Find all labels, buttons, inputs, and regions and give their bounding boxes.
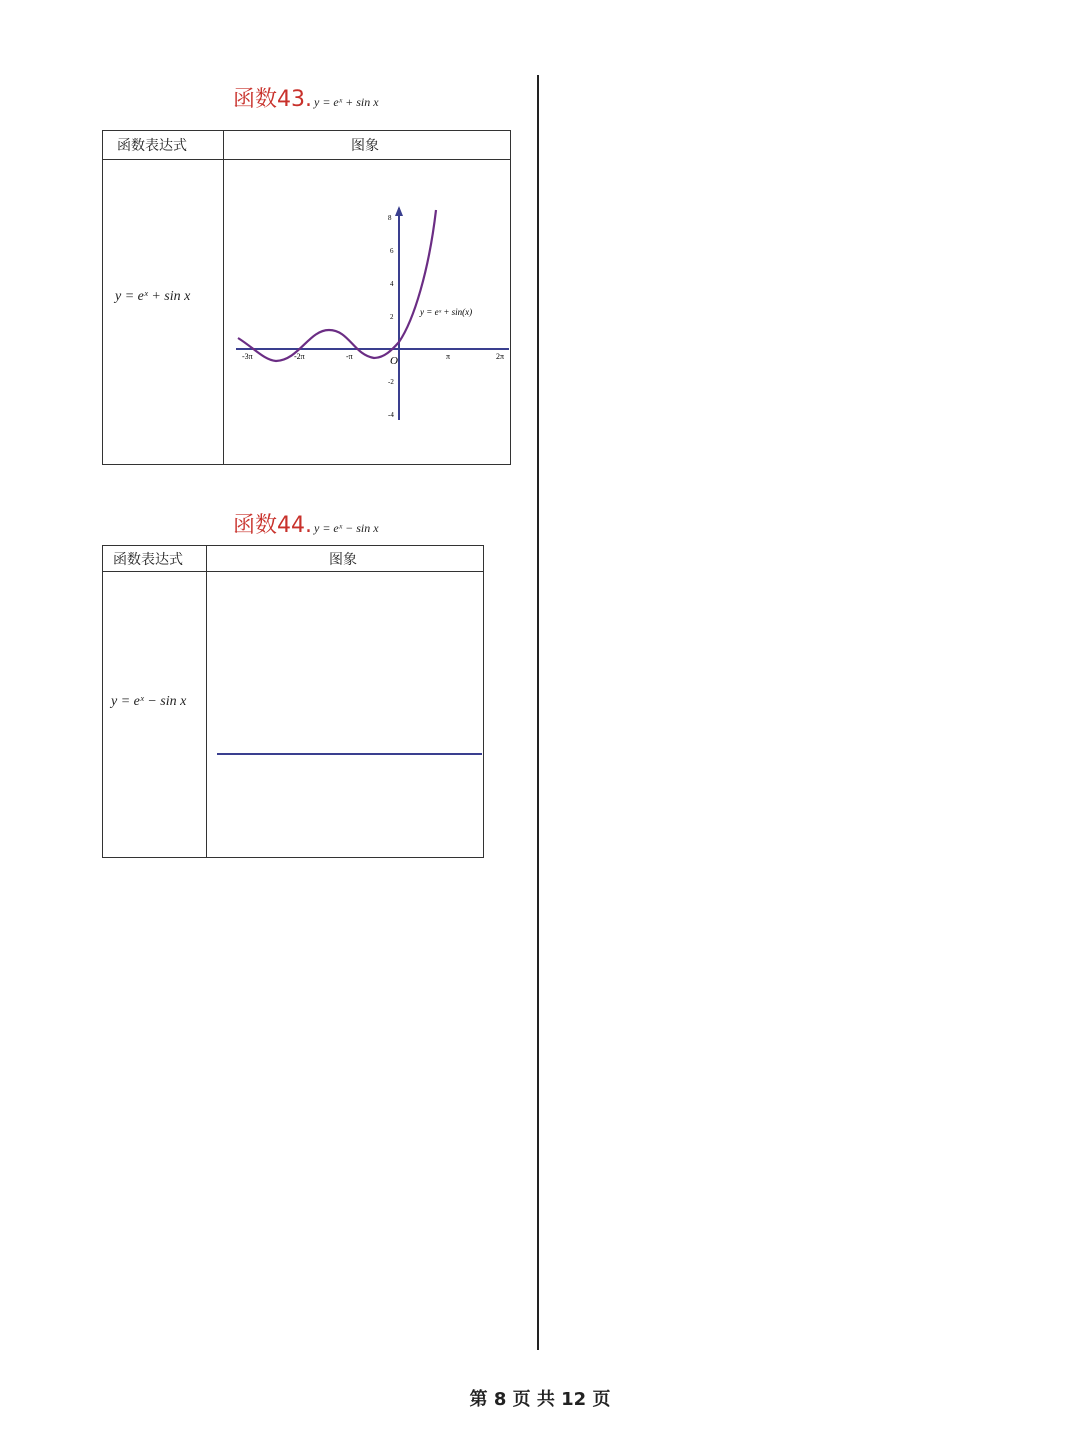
origin-label: O (390, 355, 398, 367)
header-expression: 函数表达式 (113, 551, 183, 568)
column-divider (537, 75, 539, 1350)
heading-label: 函数44. (233, 513, 312, 538)
y-tick-label: 8 (388, 214, 392, 222)
x-tick-label: π (446, 352, 451, 361)
header-expression: 函数表达式 (117, 138, 187, 154)
header-graph: 图象 (351, 138, 379, 154)
table-44 (102, 545, 484, 858)
graph-43 (224, 160, 512, 465)
x-tick-label: -π (346, 352, 353, 361)
heading-44 (233, 508, 379, 539)
header-graph: 图象 (329, 551, 357, 568)
table-header (103, 546, 483, 572)
y-tick-label: -4 (388, 411, 394, 419)
y-tick-label: -2 (388, 378, 394, 386)
table-header (103, 131, 510, 160)
y-tick-label: 2 (390, 313, 394, 321)
y-axis-arrow (395, 206, 403, 216)
heading-formula: y = eˣ + sin x (314, 95, 379, 109)
expression-cell: y = eˣ + sin x (115, 289, 191, 304)
x-tick-label: -2π (294, 352, 305, 361)
heading-label: 函数43. (233, 87, 312, 112)
heading-43 (233, 82, 379, 113)
x-tick-label: -3π (242, 352, 253, 361)
table-43 (102, 130, 511, 465)
y-tick-label: 4 (390, 280, 394, 288)
page-footer: 第 8 页 共 12 页 (469, 1389, 611, 1410)
curve-label: y = eˣ + sin(x) (420, 307, 473, 317)
x-tick-label: 2π (496, 352, 505, 361)
expression-cell: y = eˣ − sin x (111, 694, 187, 709)
graph-44 (207, 572, 485, 858)
y-tick-label: 6 (390, 247, 394, 255)
curve-line (238, 210, 436, 361)
heading-formula: y = eˣ − sin x (314, 521, 379, 535)
